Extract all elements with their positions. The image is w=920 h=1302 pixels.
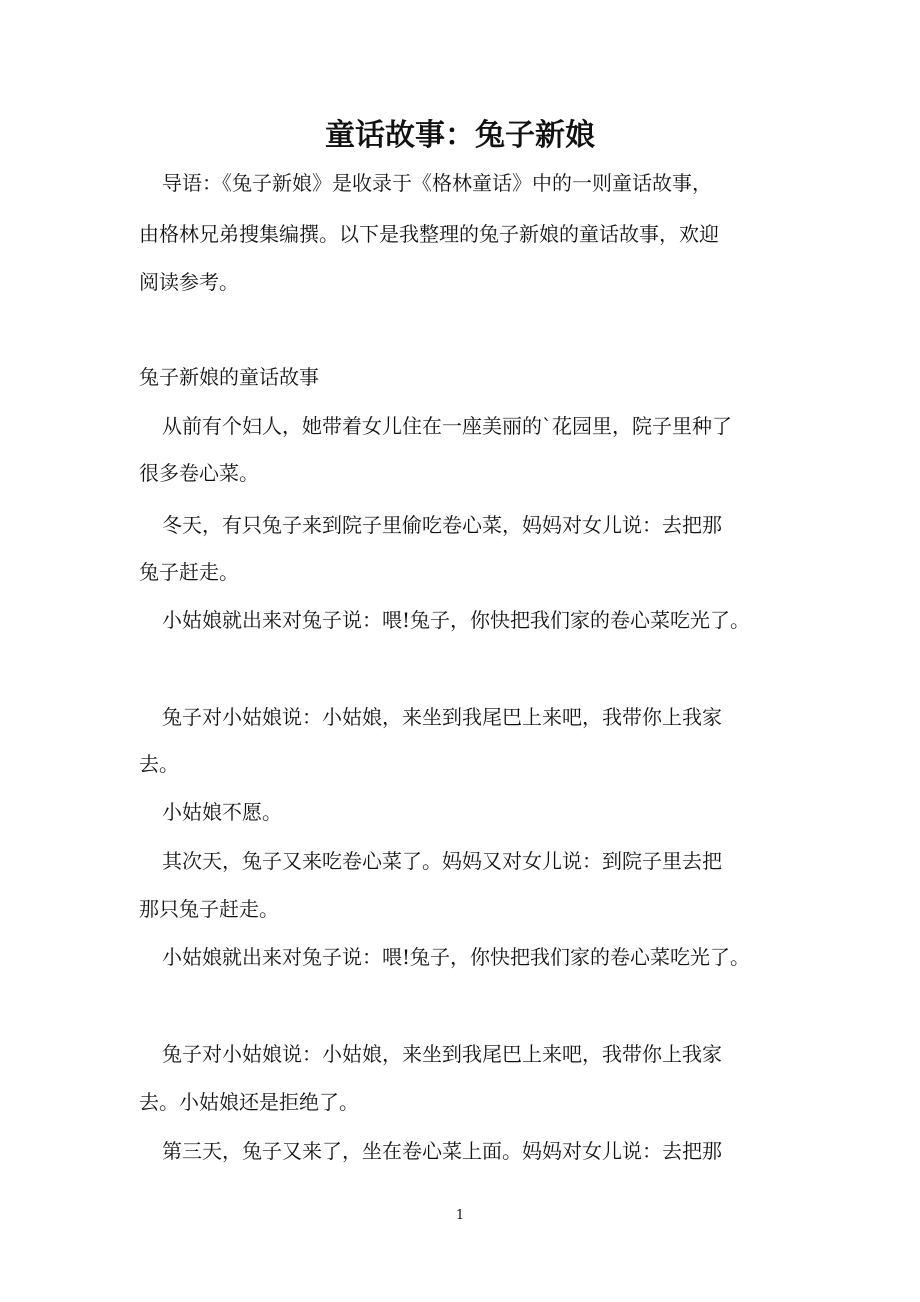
body-line: 兔子赶走。 [139,560,239,584]
intro-line: 阅读参考。 [139,270,239,294]
body-line: 兔子对小姑娘说：小姑娘，来坐到我尾巴上来吧，我带你上我家 [162,705,722,729]
body-line: 小姑娘就出来对兔子说：喂!兔子，你快把我们家的卷心菜吃光了。 [162,608,751,632]
intro-line: 导语：《兔子新娘》是收录于《格林童话》中的一则童话故事， [162,171,712,195]
page-number: 1 [455,1208,465,1223]
body-line: 那只兔子赶走。 [139,897,279,921]
body-line: 小姑娘就出来对兔子说：喂!兔子，你快把我们家的卷心菜吃光了。 [162,945,751,969]
body-line: 小姑娘不愿。 [162,800,282,824]
body-line: 去。小姑娘还是拒绝了。 [139,1090,359,1114]
body-line: 其次天，兔子又来吃卷心菜了。妈妈又对女儿说：到院子里去把 [162,849,722,873]
body-line: 很多卷心菜。 [139,461,259,485]
body-line: 去。 [139,752,179,776]
body-line: 第三天，兔子又来了，坐在卷心菜上面。妈妈对女儿说：去把那 [162,1139,722,1163]
intro-line: 由格林兄弟搜集编撰。以下是我整理的兔子新娘的童话故事，欢迎 [139,222,719,246]
page-title: 童话故事：兔子新娘 [325,118,595,153]
body-line: 冬天，有只兔子来到院子里偷吃卷心菜，妈妈对女儿说：去把那 [162,513,722,537]
body-line: 兔子对小姑娘说：小姑娘，来坐到我尾巴上来吧，我带你上我家 [162,1042,722,1066]
section-heading: 兔子新娘的童话故事 [139,365,319,389]
body-line: 从前有个妇人，她带着女儿住在一座美丽的`花园里，院子里种了 [162,414,732,438]
